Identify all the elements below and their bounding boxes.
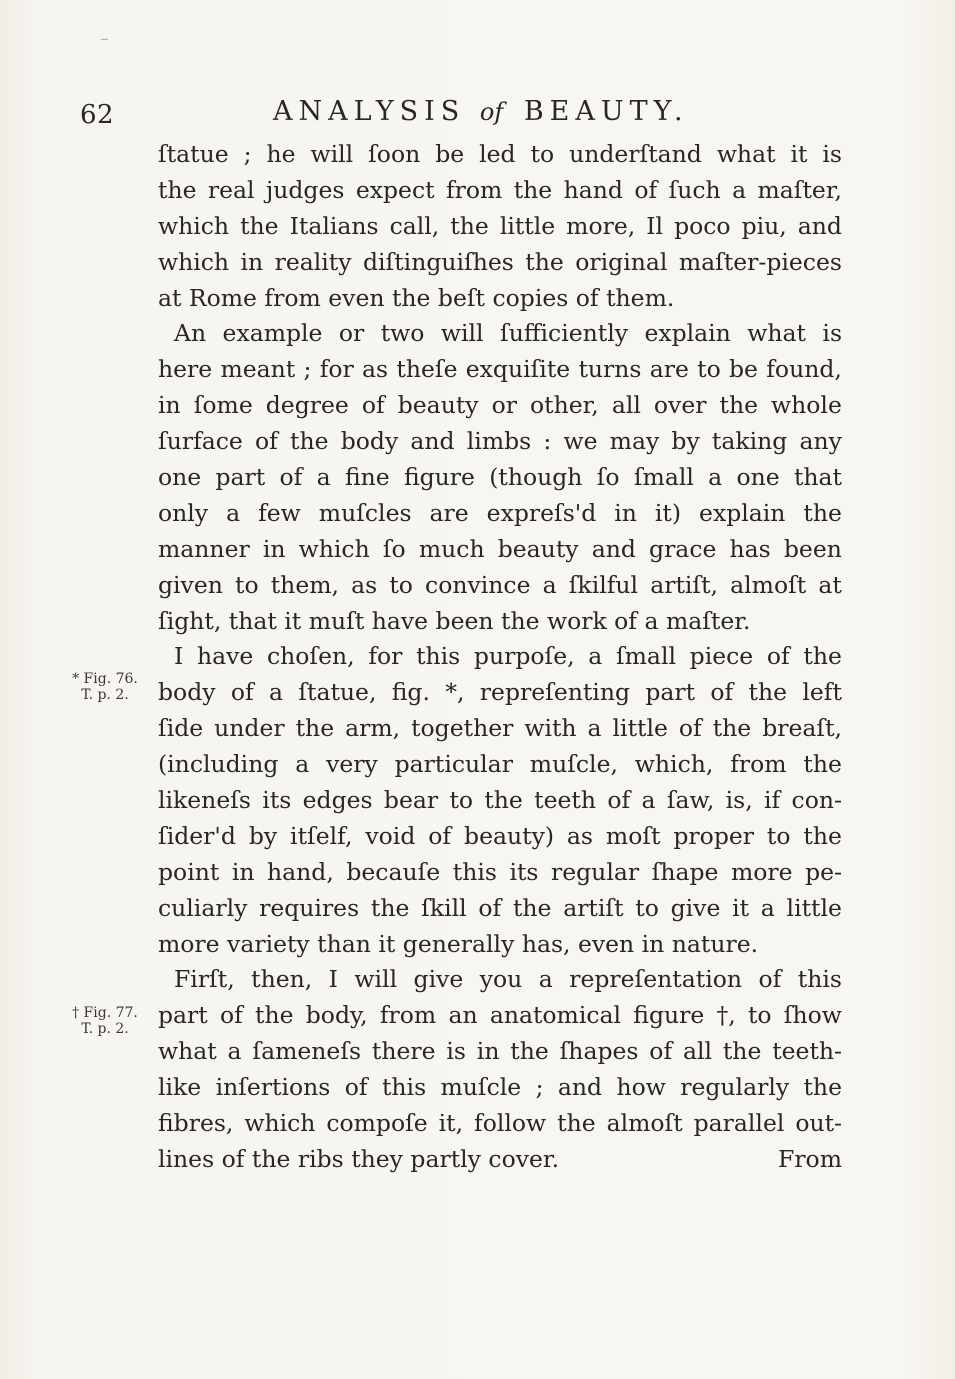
running-head [273,96,689,127]
text-line: Firſt, then, I will give you a repreſentation of this [174,965,842,994]
text-line: point in hand, becauſe this its regular ſhape more pe- [158,857,842,886]
text-line-content: lines of the ribs they partly cover. [158,1144,560,1173]
text-line: An example or two will ſufficiently explain what is [174,319,842,348]
margin-note-fig-77 [62,1005,148,1037]
text-line: in ſome degree of beauty or other, all over the whole [158,391,842,420]
running-head-right: BEAUTY. [523,96,689,127]
margin-note-fig-76-line2: T. p. 2. [81,687,129,703]
text-line: the real judges expect from the hand of ſuch a maſter, [158,175,842,204]
text-line: which in reality diſtinguiſhes the original maſter-pieces [158,247,842,276]
text-line: ſight, that it muſt have been the work of a maſter. [158,606,751,635]
text-line: body of a ſtatue, fig. *, repreſenting part of the left [158,678,842,707]
catchword: From [778,1144,842,1173]
margin-note-fig-76-line1: * Fig. 76. [72,671,138,687]
text-line: one part of a fine figure (though ſo ſmall a one that [158,463,842,492]
page-blemish: – [100,28,109,49]
text-line: like inſertions of this muſcle ; and how regularly the [158,1073,842,1102]
text-line: here meant ; for as theſe exquiſite turns are to be found, [158,355,842,384]
text-line: only a few muſcles are expreſs'd in it) explain the [158,498,842,527]
running-head-of: of [479,98,504,126]
text-line [158,1142,842,1178]
body-text [158,137,842,1178]
text-line: fibres, which compoſe it, follow the almoſt parallel out- [158,1109,842,1138]
text-line: manner in which ſo much beauty and grace has been [158,534,842,563]
text-line: ſider'd by itſelf, void of beauty) as moſt proper to the [158,821,842,850]
margin-note-fig-77-line2: T. p. 2. [81,1021,129,1037]
text-line: more variety than it generally has, even in nature. [158,929,759,958]
text-line: given to them, as to convince a ſkilful artiſt, almoſt at [158,570,842,599]
running-head-left: ANALYSIS [273,96,466,127]
text-line: I have choſen, for this purpoſe, a ſmall piece of the [174,642,842,671]
text-line: which the Italians call, the little more, Il poco piu, and [158,211,842,240]
text-line: ſtatue ; he will ſoon be led to underſtand what it is [158,140,842,168]
margin-note-fig-77-line1: † Fig. 77. [72,1005,138,1021]
text-line: ſide under the arm, together with a little of the breaſt, [158,714,842,743]
text-line: (including a very particular muſcle, which, from the [158,750,842,779]
text-line: ſurface of the body and limbs : we may by taking any [158,427,842,456]
text-line: part of the body, from an anatomical figure †, to ſhow [158,1001,842,1030]
text-line: likeneſs its edges bear to the teeth of a ſaw, is, if con- [158,786,842,815]
text-line: at Rome from even the beſt copies of them. [158,283,675,312]
page-number: 62 [80,100,115,130]
text-line: culiarly requires the ſkill of the artiſt to give it a little [158,893,842,922]
text-line: what a ſameneſs there is in the ſhapes of all the teeth- [158,1037,842,1066]
margin-note-fig-76 [62,671,148,703]
